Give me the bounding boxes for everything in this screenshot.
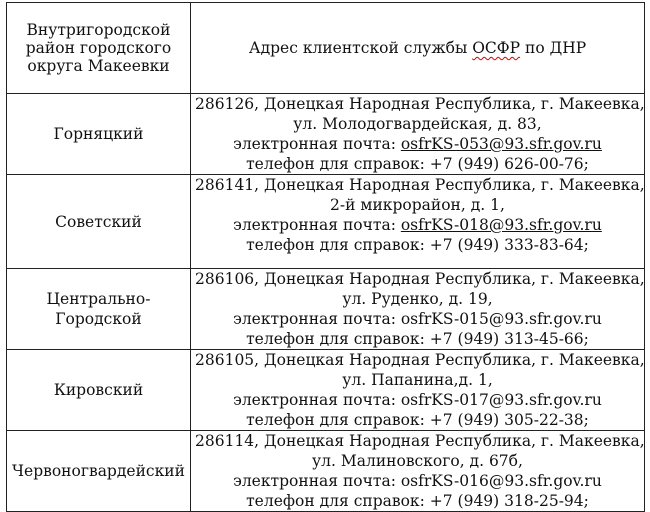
email-label: электронная почта: bbox=[233, 391, 401, 409]
header-address-pre: Адрес клиентской службы bbox=[248, 39, 473, 57]
district-line: Центрально- bbox=[46, 290, 151, 308]
address-line: 286126, Донецкая Народная Республика, г. Макеевка, bbox=[195, 95, 645, 113]
street-line: 2-й микрорайон, д. 1, bbox=[330, 196, 505, 214]
district-cell: Советский bbox=[7, 175, 191, 269]
address-line: 286114, Донецкая Народная Республика, г. Макеевка, bbox=[195, 432, 645, 450]
email-label: электронная почта: bbox=[233, 135, 401, 153]
client-services-table bbox=[6, 2, 645, 512]
street-line: ул. Папанина,д. 1, bbox=[342, 371, 493, 389]
email-text: osfrKS-016@93.sfr.gov.ru bbox=[400, 472, 602, 490]
address-line: 286106, Донецкая Народная Республика, г. Макеевка, bbox=[195, 270, 645, 288]
district-cell: Червоногвардейский bbox=[7, 431, 191, 512]
email-link[interactable]: osfrKS-053@93.sfr.gov.ru bbox=[400, 135, 602, 153]
street-line: ул. Молодогвардейская, д. 83, bbox=[293, 115, 542, 133]
email-line bbox=[195, 309, 640, 329]
address-cell bbox=[191, 269, 645, 350]
email-label: электронная почта: bbox=[233, 216, 401, 234]
table-row bbox=[7, 431, 645, 512]
address-cell bbox=[191, 94, 645, 175]
address-line: 286141, Донецкая Народная Республика, г. Макеевка, bbox=[195, 176, 645, 194]
phone-line: телефон для справок: +7 (949) 305-22-38; bbox=[246, 411, 589, 429]
header-district-line: Внутригородской bbox=[26, 21, 171, 39]
header-address-post: по ДНР bbox=[520, 39, 587, 57]
email-line bbox=[195, 471, 640, 491]
email-label: электронная почта: bbox=[233, 472, 401, 490]
email-line bbox=[195, 390, 640, 410]
address-cell bbox=[191, 431, 645, 512]
table-row bbox=[7, 269, 645, 350]
table-row bbox=[7, 350, 645, 431]
table-row bbox=[7, 94, 645, 175]
email-label: электронная почта: bbox=[233, 310, 401, 328]
phone-line: телефон для справок: +7 (949) 626-00-76; bbox=[246, 155, 589, 173]
phone-line: телефон для справок: +7 (949) 318-25-94; bbox=[246, 492, 589, 510]
header-district-line: район городского bbox=[25, 39, 172, 57]
address-line: 286105, Донецкая Народная Республика, г. Макеевка, bbox=[195, 351, 645, 369]
header-address bbox=[191, 3, 645, 94]
phone-line: телефон для справок: +7 (949) 313-45-66; bbox=[246, 330, 589, 348]
street-line: ул. Малиновского, д. 67б, bbox=[312, 452, 523, 470]
header-address-text bbox=[249, 39, 586, 57]
street-line: ул. Руденко, д. 19, bbox=[342, 290, 493, 308]
header-district bbox=[7, 3, 191, 94]
district-cell: Кировский bbox=[7, 350, 191, 431]
email-text: osfrKS-015@93.sfr.gov.ru bbox=[400, 310, 602, 328]
email-line bbox=[195, 134, 640, 154]
district-line: Городской bbox=[55, 310, 142, 328]
table-header-row bbox=[7, 3, 645, 94]
email-text: osfrKS-017@93.sfr.gov.ru bbox=[400, 391, 602, 409]
header-district-line: округа Макеевки bbox=[27, 57, 170, 75]
address-cell bbox=[191, 175, 645, 269]
phone-line: телефон для справок: +7 (949) 333-83-64; bbox=[246, 236, 589, 254]
email-link[interactable]: osfrKS-018@93.sfr.gov.ru bbox=[400, 216, 602, 234]
address-cell bbox=[191, 350, 645, 431]
table-row bbox=[7, 175, 645, 269]
district-cell: Горняцкий bbox=[7, 94, 191, 175]
email-line bbox=[195, 215, 640, 235]
header-address-mark: ОСФР bbox=[472, 39, 521, 57]
district-cell bbox=[7, 269, 191, 350]
